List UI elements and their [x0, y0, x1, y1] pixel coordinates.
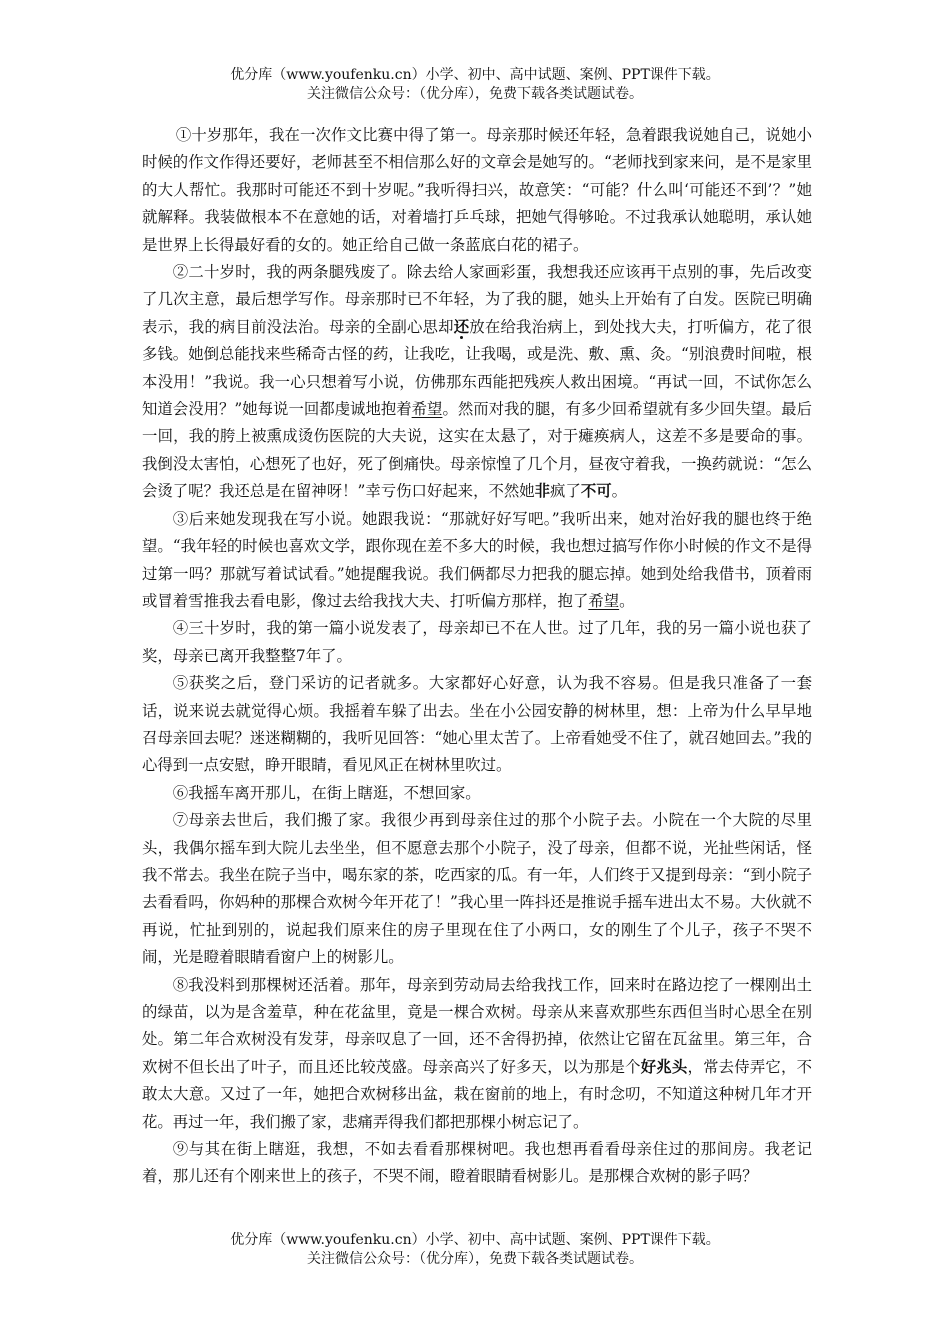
paragraph-2-text-b: 放在给我治病上，到处找大夫，打听偏方，花了很多钱。她倒总能找来些稀奇古怪的药，让我吃，让我喝，或是洗、敷、熏、灸。“别浪费时间啦，根本没用！”我说。我一心只想着写小说，仿佛那东西能把残疾人救出困境。“再试一回，不试你怎么知道会没用？”她每说一回都虔诚地抱着 — [142, 317, 812, 419]
paragraph-4: ④三十岁时，我的第一篇小说发表了，母亲却已不在人世。过了几年，我的另一篇小说也获了奖，母亲已离开我整整7年了。 — [142, 619, 812, 665]
paragraph-8-text-b: ，常去侍弄它，不敢太大意。又过了一年，她把合欢树移出盆，栽在窗前的地上，有时念叨，不知道这种树几年才开花。再过一年，我们搬了家，悲痛弄得我们都把那棵小树忘记了。 — [142, 1057, 812, 1131]
paragraph-8 — [142, 972, 812, 1136]
paragraph-3 — [142, 506, 812, 616]
bold-word-buke: 不可 — [580, 482, 612, 501]
emphasis-dot-word: 还 — [453, 317, 470, 336]
paragraph-3-text-b: 。 — [619, 591, 635, 610]
paragraph-7: ⑦母亲去世后，我们搬了家。我很少再到母亲住过的那个小院子去。小院在一个大院的尽里头，我偶尔摇车到大院儿去坐坐，但不愿意去那个小院子，没了母亲，但都不说，光扯些闲话，怪我不常去。我坐在院子当中，喝东家的茶，吃西家的瓜。有一年，人们终于又提到母亲：“到小院子去看看吗，你妈种的那棵合欢树今年开花了！”我心里一阵抖还是推说手摇车进出太不易。大伙就不再说，忙扯到别的，说起我们原来住的房子里现在住了小两口，女的刚生了个儿子，孩子不哭不闹，光是瞪着眼睛看窗户上的树影儿。 — [142, 811, 812, 967]
paragraph-2-text-e: 。 — [611, 482, 628, 501]
footer-line-1: 优分库（www.youfenku.cn）小学、初中、高中试题、案例、PPT课件下载。 — [230, 1232, 720, 1248]
underlined-word-hope-1: 希望 — [411, 400, 443, 419]
paragraph-6: ⑥我摇车离开那儿，在街上瞎逛，不想回家。 — [172, 783, 481, 802]
paragraph-9: ⑨与其在街上瞎逛，我想，不如去看看那棵树吧。我也想再看看母亲住过的那间房。我老记着，那儿还有个刚来世上的孩子，不哭不闹，瞪着眼睛看树影儿。是那棵合欢树的影子吗？ — [142, 1140, 812, 1186]
header-line-2: 关注微信公众号：（优分库），免费下载各类试题试卷。 — [307, 86, 643, 102]
paragraph-5: ⑤获奖之后，登门采访的记者就多。大家都好心好意，认为我不容易。但是我只准备了一套话，说来说去就觉得心烦。我摇着车躲了出去。坐在小公园安静的树林里，想：上帝为什么早早地召母亲回去呢？迷迷糊糊的，我听见回答：“她心里太苦了。上帝看她受不住了，就召她回去。”我的心得到一点安慰，睁开眼睛，看见风正在树林里吹过。 — [142, 674, 812, 775]
paragraph-1: ①十岁那年，我在一次作文比赛中得了第一。母亲那时候还年轻，急着跟我说她自己，说她小时候的作文作得还要好，老师甚至不相信那么好的文章会是她写的。“老师找到家来问，是不是家里的大人帮忙。我那时可能还不到十岁呢。”我听得扫兴，故意笑：“可能？什么叫‘可能还不到’？”她就解释。我装做根本不在意她的话，对着墙打乒乓球，把她气得够呛。不过我承认她聪明，承认她是世界上长得最好看的女的。她正给自己做一条蓝底白花的裙子。 — [142, 126, 812, 254]
page-header — [0, 66, 950, 104]
paragraph-8-text-a: ⑧我没料到那棵树还活着。那年，母亲到劳动局去给我找工作，回来时在路边挖了一棵刚出土的绿苗，以为是含羞草，种在花盆里，竟是一棵合欢树。母亲从来喜欢那些东西但当时心思全在别处。第二年合欢树没有发芽，母亲叹息了一回，还不舍得扔掉，依然让它留在瓦盆里。第三年，合欢树不但长出了叶子，而且还比较茂盛。母亲高兴了好多天，以为那是个 — [142, 975, 812, 1076]
footer-line-2: 关注微信公众号：（优分库），免费下载各类试题试卷。 — [307, 1251, 643, 1267]
paragraph-2-text-c: 。然而对我的腿，有多少回希望就有多少回失望。最后一回，我的胯上被熏成烫伤医院的大夫说，这实在太悬了，对于瘫痪病人，这差不多是要命的事。我倒没太害怕，心想死了也好，死了倒痛快。母亲惊惶了几个月，昼夜守着我，一换药就说：“怎么会烫了呢？我还总是在留神呀！”幸亏伤口好起来，不然她 — [142, 400, 812, 501]
bold-word-fei: 非 — [534, 482, 551, 501]
article-body — [142, 122, 812, 1191]
paragraph-3-text-a: ③后来她发现我在写小说。她跟我说：“那就好好写吧。”我听出来，她对治好我的腿也终于绝望。“我年轻的时候也喜欢文学，跟你现在差不多大的时候，我也想过搞写作你小时候的作文不是得过第一吗？那就写着试试看。”她提醒我说。我们俩都尽力把我的腿忘掉。她到处给我借书，顶着雨或冒着雪推我去看电影，像过去给我找大夫、打听偏方那样，抱了 — [142, 509, 812, 610]
underlined-word-hope-2: 希望 — [588, 591, 620, 610]
page-footer — [0, 1231, 950, 1269]
paragraph-2 — [142, 259, 812, 506]
header-line-1: 优分库（www.youfenku.cn）小学、初中、高中试题、案例、PPT课件下载。 — [230, 67, 720, 83]
paragraph-2-text-d: 疯了 — [550, 482, 581, 501]
paragraph-2-text-a: ②二十岁时，我的两条腿残废了。除去给人家画彩蛋，我想我还应该再干点别的事，先后改变了几次主意，最后想学写作。母亲那时已不年轻，为了我的腿，她头上开始有了白发。医院已明确表示，我的病目前没法治。母亲的全副心思却 — [142, 263, 812, 336]
bold-word-good-omen: 好兆头 — [640, 1057, 688, 1076]
